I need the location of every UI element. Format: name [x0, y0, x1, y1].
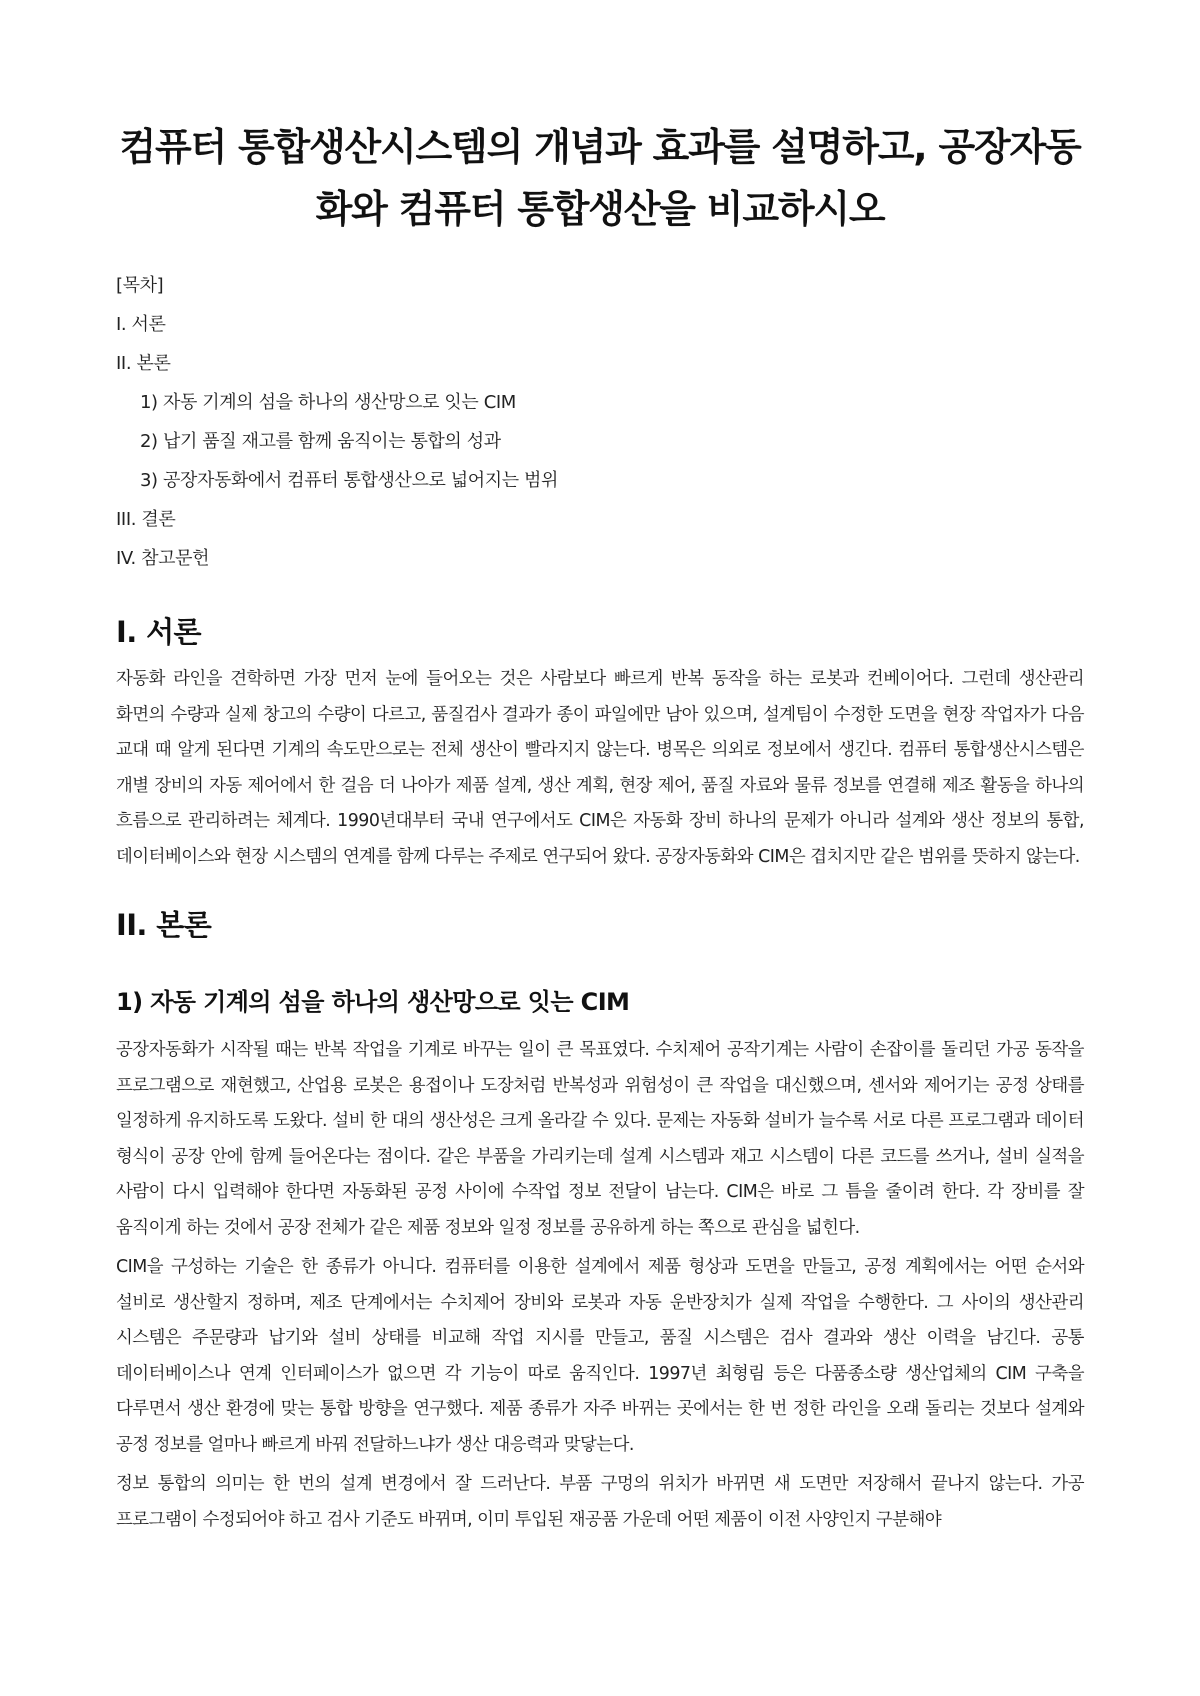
body-subsection-1-paragraph-3: 정보 통합의 의미는 한 번의 설계 변경에서 잘 드러난다. 부품 구멍의 위치가 바뀌면 새 도면만 저장해서 끝나지 않는다. 가공 프로그램이 수정되어야 하고 검사 기준도 바뀌며, 이미 투입된 재공품 가운데 어떤 제품이 이전 사양인지 구분해야 — [116, 1474, 1084, 1530]
body-subsection-1-paragraph-2: CIM을 구성하는 기술은 한 종류가 아니다. 컴퓨터를 이용한 설계에서 제품 형상과 도면을 만들고, 공정 계획에서는 어떤 순서와 설비로 생산할지 정하며, 제조 단계에서는 수치제어 장비와 로봇과 자동 운반장치가 실제 작업을 수행한다. 그 사이의 생산관리 시스템은 주문량과 납기와 설비 상태를 비교해 작업 지시를 만들고, 품질 시스템은 검사 결과와 생산 이력을 남긴다. 공통 데이터베이스나 연계 인터페이스가 없으면 각 기능이 따로 움직인다. 1997년 최형림 등은 다품종소량 생산업체의 CIM 구축을 다루면서 생산 환경에 맞는 통합 방향을 연구했다. 제품 종류가 자주 바뀌는 곳에서는 한 번 정한 라인을 오래 돌리는 것보다 설계와 공정 정보를 얼마나 빠르게 바꿔 전달하느냐가 생산 대응력과 맞닿는다. — [116, 1257, 1084, 1455]
intro-heading: I. 서론 — [116, 615, 201, 649]
toc-item-body-1: 1) 자동 기계의 섬을 하나의 생산망으로 잇는 CIM — [140, 392, 516, 413]
body-subsection-1-paragraph-1: 공장자동화가 시작될 때는 반복 작업을 기계로 바꾸는 일이 큰 목표였다. 수치제어 공작기계는 사람이 손잡이를 돌리던 가공 동작을 프로그램으로 재현했고, 산업용 로봇은 용접이나 도장처럼 반복성과 위험성이 큰 작업을 대신했으며, 센서와 제어기는 공정 상태를 일정하게 유지하도록 도왔다. 설비 한 대의 생산성은 크게 올라갈 수 있다. 문제는 자동화 설비가 늘수록 서로 다른 프로그램과 데이터 형식이 공장 안에 함께 들어온다는 점이다. 같은 부품을 가리키는데 설계 시스템과 재고 시스템이 다른 코드를 쓰거나, 설비 실적을 사람이 다시 입력해야 한다면 자동화된 공정 사이에 수작업 정보 전달이 남는다. CIM은 바로 그 틈을 줄이려 한다. 각 장비를 잘 움직이게 하는 것에서 공장 전체가 같은 제품 정보와 일정 정보를 공유하게 하는 쪽으로 관심을 넓힌다. — [116, 1040, 1084, 1238]
toc-item-body-3: 3) 공장자동화에서 컴퓨터 통합생산으로 넓어지는 범위 — [140, 470, 559, 491]
toc-item-intro: I. 서론 — [116, 314, 166, 335]
toc-label: [목차] — [116, 275, 164, 296]
body-heading: II. 본론 — [116, 908, 212, 942]
toc-item-body: II. 본론 — [116, 353, 171, 374]
body-subsection-1-heading: 1) 자동 기계의 섬을 하나의 생산망으로 잇는 CIM — [116, 988, 630, 1016]
table-of-contents — [116, 266, 1084, 578]
intro-paragraph: 자동화 라인을 견학하면 가장 먼저 눈에 들어오는 것은 사람보다 빠르게 반복 동작을 하는 로봇과 컨베이어다. 그런데 생산관리 화면의 수량과 실제 창고의 수량이 다르고, 품질검사 결과가 종이 파일에만 남아 있으며, 설계팀이 수정한 도면을 현장 작업자가 다음 교대 때 알게 된다면 기계의 속도만으로는 전체 생산이 빨라지지 않는다. 병목은 의외로 정보에서 생긴다. 컴퓨터 통합생산시스템은 개별 장비의 자동 제어에서 한 걸음 더 나아가 제품 설계, 생산 계획, 현장 제어, 품질 자료와 물류 정보를 연결해 제조 활동을 하나의 흐름으로 관리하려는 체계다. 1990년대부터 국내 연구에서도 CIM은 자동화 장비 하나의 문제가 아니라 설계와 생산 정보의 통합, 데이터베이스와 현장 시스템의 연계를 함께 다루는 주제로 연구되어 왔다. 공장자동화와 CIM은 겹치지만 같은 범위를 뜻하지 않는다. — [116, 669, 1084, 867]
toc-item-conclusion: III. 결론 — [116, 509, 176, 530]
toc-item-body-2: 2) 납기 품질 재고를 함께 움직이는 통합의 성과 — [140, 431, 501, 452]
toc-item-references: IV. 참고문헌 — [116, 548, 210, 569]
document-title: 컴퓨터 통합생산시스템의 개념과 효과를 설명하고, 공장자동화와 컴퓨터 통합생산을 비교하시오 — [119, 125, 1081, 231]
